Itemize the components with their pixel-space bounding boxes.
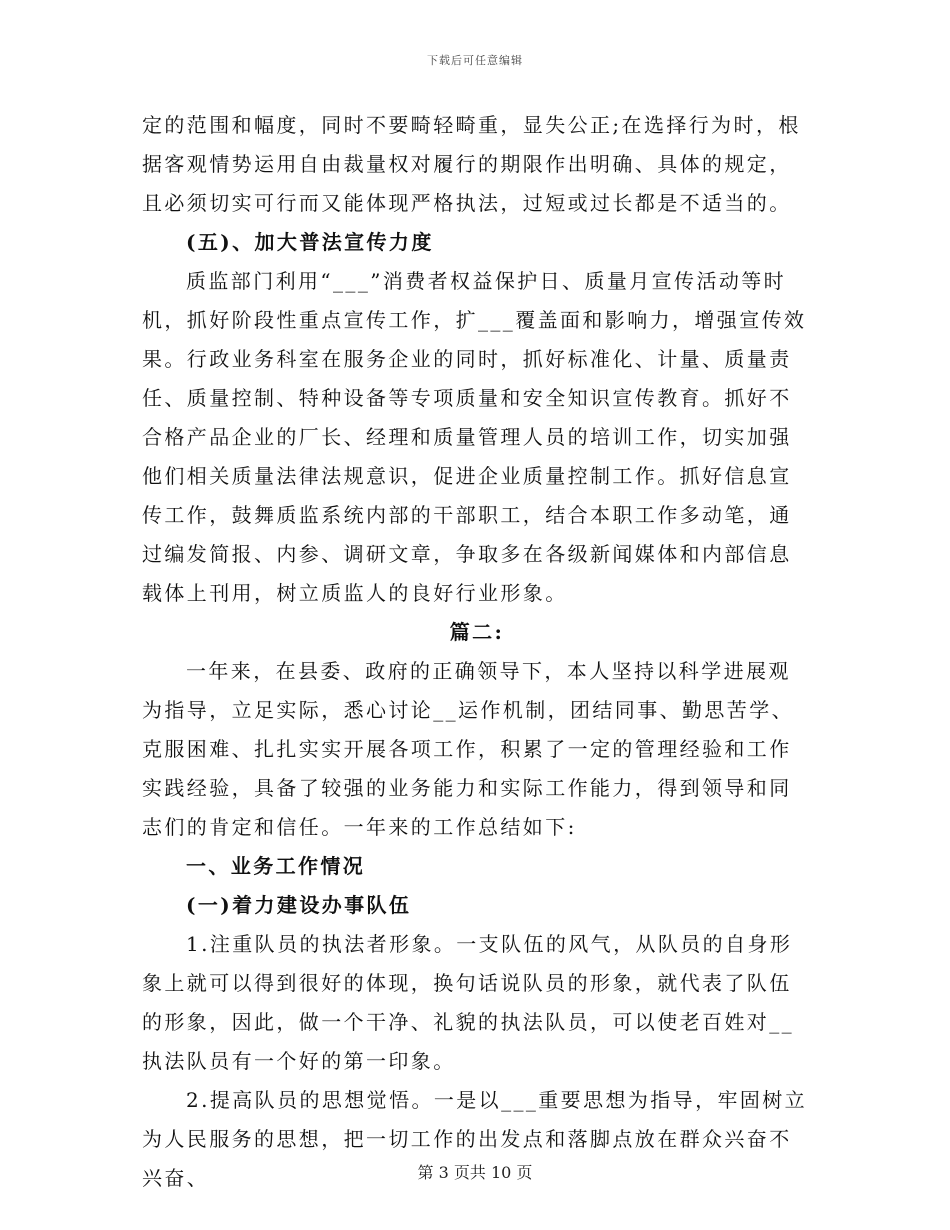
paragraph-summary-intro: 一年来，在县委、政府的正确领导下，本人坚持以科学进展观为指导，立足实际，悉心讨论__运作机制，团结同事、勤思苦学、克服困难、扎扎实实开展各项工作，积累了一定的管理经验和工作实践经验，具备了较强的业务能力和实际工作能力，得到领导和同志们的肯定和信任。一年来的工作总结如下:: [142, 659, 794, 839]
page-header: 下载后可任意编辑: [427, 54, 523, 67]
section-heading-publicity: (五)、加大普法宣传力度: [186, 230, 434, 254]
paragraph-publicity: 质监部门利用“___”消费者权益保护日、质量月宣传活动等时机，抓好阶段性重点宣传工作，扩___覆盖面和影响力，增强宣传效果。行政业务科室在服务企业的同时，抓好标准化、计量、质量责任、质量控制、特种设备等专项质量和安全知识宣传教育。抓好不合格产品企业的厂长、经理和质量管理人员的培训工作，切实加强他们相关质量法律法规意识，促进企业质量控制工作。抓好信息宣传工作，鼓舞质监系统内部的干部职工，结合本职工作多动笔，通过编发简报、内参、调研文章，争取多在各级新闻媒体和内部信息载体上刊用，树立质监人的良好行业形象。: [142, 269, 807, 605]
paragraph-awareness: 2.提高队员的思想觉悟。一是以___重要思想为指导，牢固树立为人民服务的思想，把一切工作的出发点和落脚点放在群众兴奋不兴奋、: [142, 1088, 808, 1190]
document-body: [142, 106, 812, 1198]
chapter-heading: 篇二:: [449, 620, 505, 644]
paragraph-continued: 定的范围和幅度，同时不要畸轻畸重，显失公正;在选择行为时，根据客观情势运用自由裁量权对履行的期限作出明确、具体的规定，且必须切实可行而又能体现严格执法，过短或过长都是不适当的。: [142, 113, 801, 215]
section-heading-business: 一、业务工作情况: [186, 854, 366, 878]
page-footer: 第 3 页共 10 页: [417, 1163, 533, 1182]
paragraph-image: 1.注重队员的执法者形象。一支队伍的风气，从队员的自身形象上就可以得到很好的体现，换句话说队员的形象，就代表了队伍的形象，因此，做一个干净、礼貌的执法队员，可以使老百姓对__执法队员有一个好的第一印象。: [142, 932, 794, 1073]
subsection-heading-team: (一)着力建设办事队伍: [186, 893, 412, 917]
